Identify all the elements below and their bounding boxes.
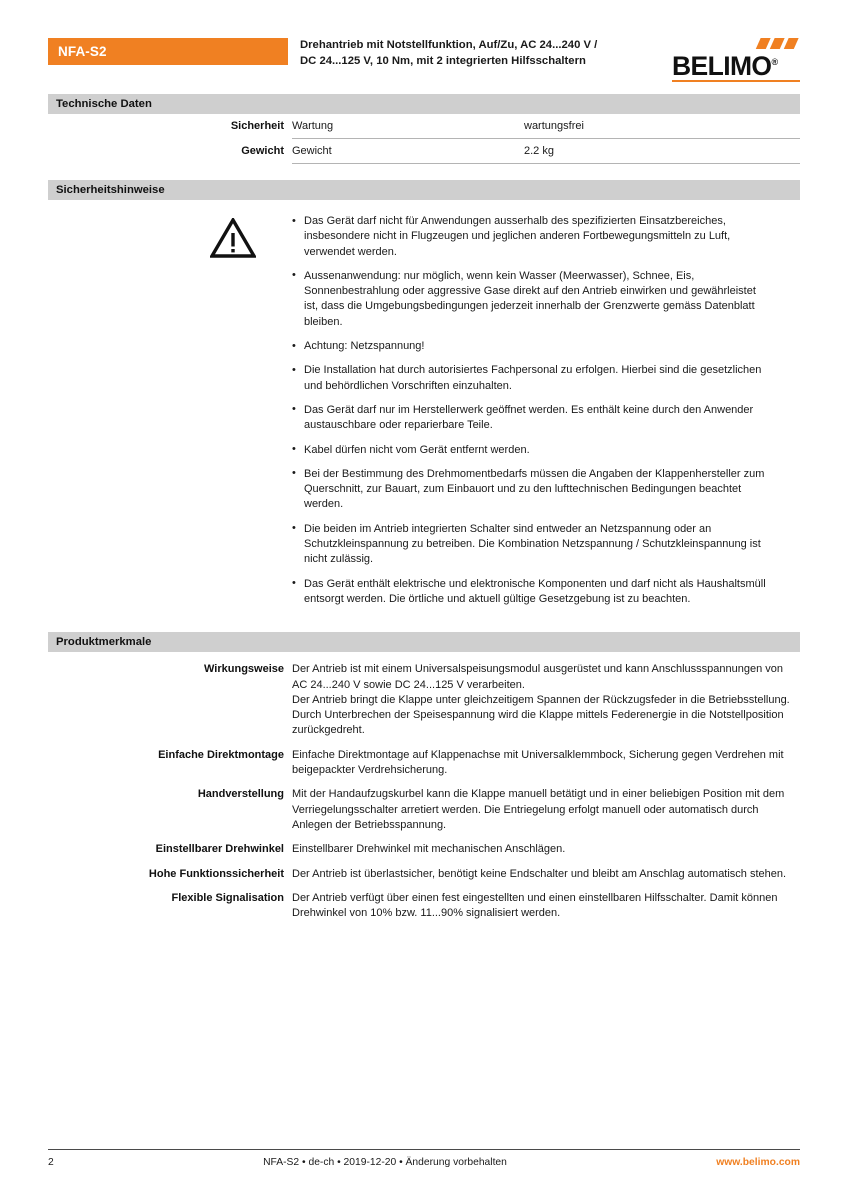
section-header-safety-notes (48, 180, 800, 200)
product-description-line-2: DC 24...125 V, 10 Nm, mit 2 integrierten Hilfsschaltern (300, 54, 586, 67)
row-paragraph: Der Antrieb ist mit einem Universalspeisungsmodul ausgerüstet und kann Anschlussspannungen von AC 24...240 V sowie DC 24...125 V verarbeiten. (292, 663, 784, 691)
row-label: Handverstellung (197, 788, 284, 801)
row-name: Wartung (292, 120, 334, 132)
row-label: Hohe Funktionssicherheit (148, 867, 284, 880)
table-row (48, 842, 800, 857)
row-paragraph: Mit der Handaufzugskurbel kann die Klappe manuell betätigt und in einer beliebigen Position mit dem Verriegelungsschalter arretiert werden. Die Entriegelung erfolgt manuell oder automatisch durch Anlegen der Betriebsspannung. (292, 788, 785, 831)
row-label: Einfache Direktmontage (158, 748, 284, 761)
safety-notes-block (48, 200, 800, 616)
belimo-logo (672, 38, 800, 82)
row-paragraph: Einstellbarer Drehwinkel mit mechanischen Anschlägen. (292, 843, 566, 856)
list-item: • Die Installation hat durch autorisiertes Fachpersonal zu erfolgen. Hierbei sind die gesetzlichen und behördlichen Vorschriften einzuhalten. (292, 363, 770, 394)
section-title-safety-notes: Sicherheitshinweise (56, 184, 165, 196)
logo-brand-text: BELIMO (672, 50, 772, 81)
technical-data-table (48, 114, 800, 164)
page-number: 2 (48, 1157, 54, 1168)
list-item: • Achtung: Netzspannung! (292, 339, 770, 354)
warning-triangle-icon (48, 214, 292, 616)
row-label: Flexible Signalisation (171, 891, 284, 904)
product-description (288, 38, 666, 69)
row-paragraph: Der Antrieb ist überlastsicher, benötigt keine Endschalter und bleibt am Anschlag automatisch stehen. (292, 867, 787, 880)
row-paragraph: Der Antrieb verfügt über einen fest eingestellten und einen einstellbaren Hilfsschalter. Damit können Drehwinkel von 10% bzw. 11...90% signalisiert werden. (292, 891, 778, 920)
row-text (292, 662, 792, 738)
table-row (48, 867, 800, 882)
page-footer (48, 1149, 800, 1168)
table-row (48, 662, 800, 738)
product-features-table (48, 652, 800, 921)
table-row (48, 748, 800, 779)
row-value: 2.2 kg (524, 145, 554, 157)
list-item: • Die beiden im Antrieb integrierten Schalter sind entweder an Netzspannung oder an Schutzkleinspannung zu betreiben. Die Kombination Netzspannung / Schutzkleinspannung ist nicht zulässig. (292, 522, 770, 568)
logo-wordmark (672, 49, 800, 79)
list-item: • Das Gerät darf nicht für Anwendungen ausserhalb des spezifizierten Einsatzbereiches, insbesondere nicht in Flugzeugen und jeglichen anderen Fortbewegungsmitteln zu Luft, verwendet werden. (292, 214, 770, 260)
row-label: Wirkungsweise (204, 663, 284, 676)
table-row (48, 891, 800, 922)
table-row (48, 114, 800, 139)
product-code-badge (48, 38, 288, 65)
row-text (292, 842, 792, 857)
page-header (48, 0, 800, 81)
section-header-technical-data (48, 94, 800, 114)
footer-website-link[interactable]: www.belimo.com (716, 1157, 800, 1168)
list-item: • Das Gerät darf nur im Herstellerwerk geöffnet werden. Es enthält keine durch den Anwender austauschbare oder reparierbare Teile. (292, 403, 770, 434)
list-item: • Bei der Bestimmung des Drehmomentbedarfs müssen die Angaben der Klappenhersteller zum Querschnitt, zur Bauart, zum Einbauort und zu den lufttechnischen Bedingungen beachtet werden. (292, 467, 770, 513)
table-row (48, 139, 800, 164)
row-name: Gewicht (292, 145, 332, 157)
section-title-technical-data: Technische Daten (56, 98, 152, 110)
logo-registered-mark: ® (771, 57, 778, 67)
product-code-label: NFA-S2 (58, 44, 107, 59)
section-header-product-features (48, 632, 800, 652)
row-label: Gewicht (241, 145, 284, 157)
row-text (292, 787, 792, 833)
footer-center-text: NFA-S2 • de-ch • 2019-12-20 • Änderung vorbehalten (263, 1157, 507, 1168)
list-item: • Das Gerät enthält elektrische und elektronische Komponenten und darf nicht als Haushaltsmüll entsorgt werden. Die örtliche und aktuell gültige Gesetzgebung ist zu beachten. (292, 577, 770, 608)
table-row (48, 787, 800, 833)
product-description-line-1: Drehantrieb mit Notstellfunktion, Auf/Zu, AC 24...240 V / (300, 39, 598, 51)
logo-stripes-icon (672, 38, 800, 49)
row-text (292, 891, 792, 922)
list-item: • Kabel dürfen nicht vom Gerät entfernt werden. (292, 443, 770, 458)
section-title-product-features: Produktmerkmale (56, 636, 152, 649)
row-paragraph: Der Antrieb bringt die Klappe unter gleichzeitigem Spannen der Rückzugsfeder in die Betriebsstellung. Durch Unterbrechen der Speisespannung wird die Klappe mittels Federenergie in die Notstellposition zurückgedreht. (292, 693, 790, 737)
row-label: Einstellbarer Drehwinkel (155, 843, 284, 856)
row-paragraph: Einfache Direktmontage auf Klappenachse mit Universalklemmbock, Sicherung gegen Verdrehen mit beigepackter Verdrehsicherung. (292, 748, 784, 777)
row-text (292, 867, 792, 882)
row-value: wartungsfrei (524, 120, 584, 132)
safety-notes-list (292, 214, 800, 616)
row-text (292, 748, 792, 779)
list-item: • Aussenanwendung: nur möglich, wenn kein Wasser (Meerwasser), Schnee, Eis, Sonnenbestrahlung oder aggressive Gase direkt auf den Antrieb einwirken und gewährleistet ist, dass die Umgebungsbedingungen jederzeit innerhalb der Grenzwerte gemäss Datenblatt bleiben. (292, 269, 770, 330)
row-label: Sicherheit (230, 120, 284, 132)
